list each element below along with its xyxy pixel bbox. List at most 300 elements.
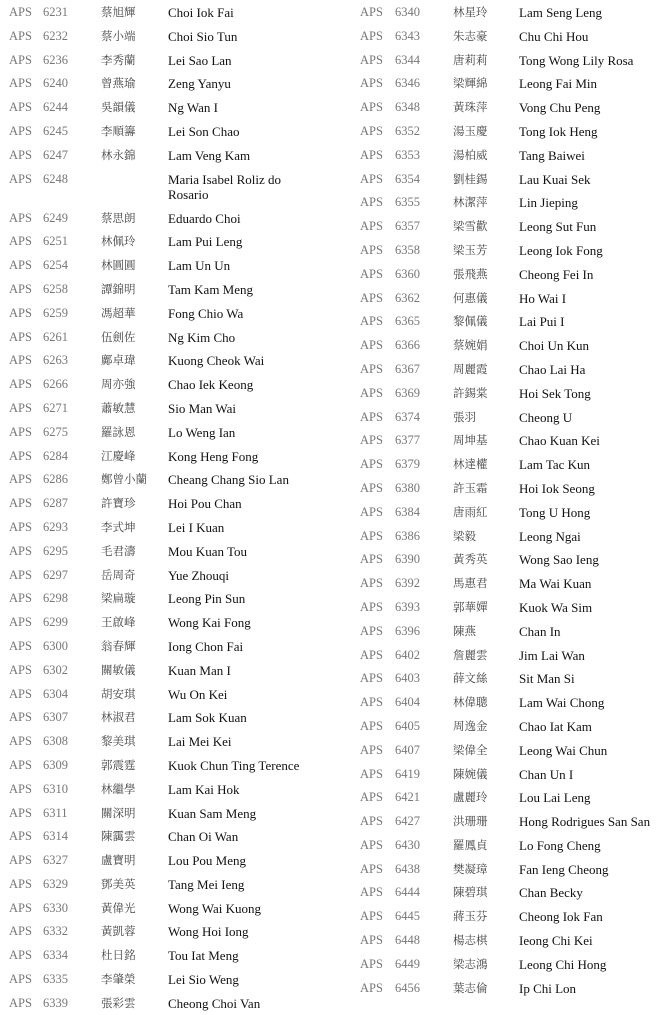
list-item [350, 738, 670, 762]
member-number: 6377 [395, 433, 420, 448]
member-number: 6236 [43, 52, 68, 67]
chinese-name: 毛君濤 [101, 543, 136, 558]
romanized-name: Chan Becky [519, 885, 583, 901]
romanized-name: Choi Sio Tun [168, 28, 238, 44]
romanized-name: Fan Ieng Cheong [519, 861, 609, 877]
list-item [0, 48, 345, 72]
romanized-name: Ng Wan I [168, 100, 218, 116]
chinese-name: 蔣玉芬 [453, 909, 488, 924]
list-item [0, 682, 345, 706]
aps-code: APS [360, 528, 383, 543]
romanized-name: Choi Iok Fai [168, 5, 234, 20]
aps-code: APS [9, 543, 32, 558]
aps-code: APS [9, 281, 32, 296]
chinese-name: 陳婉儀 [453, 766, 488, 781]
chinese-name: 關敏儀 [101, 662, 136, 677]
list-item [350, 48, 670, 72]
aps-code: APS [9, 171, 32, 186]
chinese-name: 翁春輝 [101, 638, 136, 653]
romanized-name: Ma Wai Kuan [519, 576, 592, 592]
chinese-name: 李秀蘭 [101, 52, 136, 67]
list-item [350, 500, 670, 524]
romanized-name: Lai Mei Kei [168, 734, 232, 750]
romanized-name: Lam Tac Kun [519, 457, 591, 473]
romanized-name: Lam Veng Kam [168, 147, 251, 163]
aps-code: APS [9, 76, 32, 91]
member-number: 6448 [395, 933, 420, 948]
romanized-name: Kong Heng Fong [168, 448, 259, 464]
chinese-name: 蔡思朗 [101, 210, 136, 225]
member-number: 6374 [395, 409, 420, 424]
list-item [350, 167, 670, 191]
aps-code: APS [9, 734, 32, 749]
chinese-name: 郭震霆 [101, 757, 136, 772]
list-item [350, 809, 670, 833]
member-number: 6380 [395, 480, 420, 495]
list-item [350, 714, 670, 738]
list-item [350, 143, 670, 167]
member-number: 6259 [43, 305, 68, 320]
list-item [350, 904, 670, 928]
list-item [350, 833, 670, 857]
romanized-name: Kuok Wa Sim [519, 599, 593, 615]
list-item [350, 571, 670, 595]
romanized-name: Leong Ngai [519, 528, 581, 544]
aps-code: APS [9, 100, 32, 115]
list-item [350, 95, 670, 119]
chinese-name: 周麗霞 [453, 361, 488, 376]
list-item [0, 206, 345, 230]
list-item [0, 396, 345, 420]
member-number: 6402 [395, 647, 420, 662]
member-number: 6419 [395, 766, 420, 781]
member-number: 6386 [395, 528, 420, 543]
romanized-name: Kuong Cheok Wai [168, 353, 265, 369]
aps-code: APS [9, 710, 32, 725]
romanized-name: Yue Zhouqi [168, 567, 230, 583]
list-item [0, 753, 345, 777]
member-number: 6287 [43, 496, 68, 511]
list-item [350, 952, 670, 976]
romanized-name: Cheong Fei In [519, 266, 594, 282]
chinese-name: 羅詠恩 [101, 424, 136, 439]
romanized-name: Tang Mei Ieng [168, 876, 245, 892]
chinese-name: 楊志棋 [453, 933, 488, 948]
chinese-name: 伍劍佐 [101, 329, 136, 344]
list-item [0, 705, 345, 729]
member-number: 6352 [395, 123, 420, 138]
list-item [350, 785, 670, 809]
chinese-name: 張彩雲 [101, 995, 136, 1010]
member-number: 6357 [395, 219, 420, 234]
member-number: 6271 [43, 400, 68, 415]
chinese-name: 蔡小端 [101, 28, 136, 43]
aps-code: APS [9, 472, 32, 487]
romanized-name: Leong Chi Hong [519, 956, 607, 972]
member-number: 6245 [43, 123, 68, 138]
list-item [0, 229, 345, 253]
romanized-name: Lam Kai Hok [168, 781, 240, 797]
aps-code: APS [9, 876, 32, 891]
aps-code: APS [360, 314, 383, 329]
member-number: 6247 [43, 147, 68, 162]
chinese-name: 周坤基 [453, 433, 488, 448]
member-number: 6286 [43, 472, 68, 487]
chinese-name: 杜日銘 [101, 948, 136, 963]
list-item [350, 309, 670, 333]
aps-code: APS [9, 353, 32, 368]
aps-code: APS [360, 576, 383, 591]
member-number: 6314 [43, 829, 68, 844]
romanized-name: Tong Wong Lily Rosa [519, 52, 634, 68]
chinese-name: 何惠儀 [453, 290, 488, 305]
romanized-name: Lin Jieping [519, 195, 578, 211]
chinese-name: 唐莉莉 [453, 52, 488, 67]
aps-code: APS [360, 980, 383, 995]
romanized-name: Hong Rodrigues San San [519, 814, 651, 830]
list-item [0, 491, 345, 515]
member-number: 6365 [395, 314, 420, 329]
list-item [350, 547, 670, 571]
list-item [0, 420, 345, 444]
member-number: 6300 [43, 638, 68, 653]
romanized-name: Maria Isabel Roliz do Rosario [168, 171, 281, 202]
member-number: 6348 [395, 100, 420, 115]
aps-code: APS [9, 853, 32, 868]
chinese-name: 黃偉光 [101, 900, 136, 915]
aps-code: APS [9, 924, 32, 939]
aps-code: APS [360, 242, 383, 257]
aps-code: APS [360, 885, 383, 900]
member-number: 6367 [395, 361, 420, 376]
aps-code: APS [360, 266, 383, 281]
aps-code: APS [9, 448, 32, 463]
list-item [0, 0, 345, 24]
member-number: 6358 [395, 242, 420, 257]
member-number: 6334 [43, 948, 68, 963]
list-item [350, 595, 670, 619]
chinese-name: 陳碧琪 [453, 885, 488, 900]
chinese-name: 黃凱蓉 [101, 924, 136, 939]
chinese-name: 林佩玲 [101, 234, 136, 249]
member-number: 6396 [395, 623, 420, 638]
aps-code: APS [9, 615, 32, 630]
list-item [350, 0, 670, 24]
member-number: 6299 [43, 615, 68, 630]
romanized-name: Wong Hoi Iong [168, 924, 249, 940]
list-item [350, 24, 670, 48]
aps-code: APS [360, 385, 383, 400]
aps-code: APS [9, 329, 32, 344]
aps-code: APS [360, 909, 383, 924]
list-item [0, 777, 345, 801]
member-number: 6244 [43, 100, 68, 115]
list-item [350, 119, 670, 143]
aps-code: APS [360, 695, 383, 710]
list-item [350, 976, 670, 1000]
list-item [0, 586, 345, 610]
list-item [350, 524, 670, 548]
aps-code: APS [360, 742, 383, 757]
aps-code: APS [360, 338, 383, 353]
list-item [350, 762, 670, 786]
chinese-name: 湯柏威 [453, 147, 488, 162]
member-number: 6310 [43, 781, 68, 796]
member-number: 6309 [43, 757, 68, 772]
chinese-name: 蔡婉娟 [453, 338, 488, 353]
aps-code: APS [9, 686, 32, 701]
chinese-name: 王啟峰 [101, 615, 136, 630]
aps-code: APS [360, 361, 383, 376]
chinese-name: 鄧美英 [101, 876, 136, 891]
aps-code: APS [360, 480, 383, 495]
romanized-name: Ieong Chi Kei [519, 933, 593, 949]
list-item [350, 452, 670, 476]
romanized-name: Lam Sok Kuan [168, 710, 247, 726]
romanized-name: Cheang Chang Sio Lan [168, 472, 289, 488]
chinese-name: 林淑君 [101, 710, 136, 725]
member-number: 6295 [43, 543, 68, 558]
member-number: 6353 [395, 147, 420, 162]
member-number: 6362 [395, 290, 420, 305]
aps-code: APS [9, 948, 32, 963]
member-number: 6384 [395, 504, 420, 519]
member-number: 6449 [395, 956, 420, 971]
list-item [0, 143, 345, 167]
member-number: 6240 [43, 76, 68, 91]
list-item [350, 428, 670, 452]
aps-code: APS [9, 400, 32, 415]
member-number: 6330 [43, 900, 68, 915]
romanized-name: Kuok Chun Ting Terence [168, 757, 300, 773]
aps-code: APS [360, 219, 383, 234]
chinese-name: 張羽 [453, 409, 476, 424]
romanized-name: Lei Sio Weng [168, 972, 239, 988]
romanized-name: Tong U Hong [519, 504, 591, 520]
chinese-name: 李順籌 [101, 123, 136, 138]
member-number: 6311 [43, 805, 68, 820]
chinese-name: 譚錦明 [101, 281, 136, 296]
aps-code: APS [9, 972, 32, 987]
list-item [350, 928, 670, 952]
aps-code: APS [360, 671, 383, 686]
aps-code: APS [9, 805, 32, 820]
aps-code: APS [9, 147, 32, 162]
romanized-name: Chao Iat Kam [519, 718, 592, 734]
romanized-name: Wu On Kei [168, 686, 228, 702]
list-item [0, 444, 345, 468]
chinese-name: 陳燕 [453, 623, 476, 638]
chinese-name: 關深明 [101, 805, 136, 820]
romanized-name: Lei Son Chao [168, 123, 240, 139]
list-item [350, 238, 670, 262]
aps-code: APS [360, 457, 383, 472]
member-number: 6232 [43, 28, 68, 43]
romanized-name: Leong Iok Fong [519, 242, 603, 258]
list-item [0, 610, 345, 634]
member-number: 6343 [395, 28, 420, 43]
list-item [350, 666, 670, 690]
aps-code: APS [360, 195, 383, 210]
romanized-name: Chao Iek Keong [168, 377, 254, 393]
list-item [0, 919, 345, 943]
chinese-name: 盧寶明 [101, 853, 136, 868]
chinese-name: 樊凝璋 [453, 861, 488, 876]
romanized-name: Wong Kai Fong [168, 615, 251, 631]
list-item [350, 619, 670, 643]
chinese-name: 林永錦 [101, 147, 136, 162]
chinese-name: 梁雪歡 [453, 219, 488, 234]
member-number: 6421 [395, 790, 420, 805]
chinese-name: 梁玉芳 [453, 242, 488, 257]
chinese-name: 蕭敏慧 [101, 400, 136, 415]
member-number: 6258 [43, 281, 68, 296]
romanized-name: Leong Pin Sun [168, 591, 246, 607]
aps-code: APS [360, 599, 383, 614]
aps-code: APS [360, 147, 383, 162]
chinese-name: 林繼學 [101, 781, 136, 796]
romanized-name: Mou Kuan Tou [168, 543, 248, 559]
list-item [350, 405, 670, 429]
aps-code: APS [9, 900, 32, 915]
member-number: 6263 [43, 353, 68, 368]
member-number: 6304 [43, 686, 68, 701]
aps-code: APS [9, 210, 32, 225]
chinese-name: 吳韻儀 [101, 100, 136, 115]
romanized-name: Zeng Yanyu [168, 76, 231, 92]
chinese-name: 林達權 [453, 457, 488, 472]
romanized-name: Eduardo Choi [168, 210, 241, 226]
chinese-name: 馬惠君 [453, 576, 488, 591]
romanized-name: Tou Iat Meng [168, 948, 239, 964]
aps-code: APS [360, 861, 383, 876]
aps-code: APS [9, 829, 32, 844]
chinese-name: 薛文絲 [453, 671, 488, 686]
member-number: 6339 [43, 995, 68, 1010]
aps-code: APS [360, 814, 383, 829]
aps-code: APS [9, 757, 32, 772]
aps-code: APS [360, 290, 383, 305]
member-number: 6266 [43, 377, 68, 392]
romanized-name: Jim Lai Wan [519, 647, 585, 663]
member-number: 6427 [395, 814, 420, 829]
aps-code: APS [9, 377, 32, 392]
member-number: 6298 [43, 591, 68, 606]
chinese-name: 黃秀英 [453, 552, 488, 567]
list-item [0, 301, 345, 325]
chinese-name: 梁毅 [453, 528, 476, 543]
aps-code: APS [9, 123, 32, 138]
romanized-name: Lai Pui I [519, 314, 565, 330]
member-number: 6248 [43, 171, 68, 186]
member-number: 6444 [395, 885, 420, 900]
aps-code: APS [360, 28, 383, 43]
chinese-name: 周逸金 [453, 718, 488, 733]
list-item [350, 476, 670, 500]
list-item [350, 643, 670, 667]
romanized-name: Tang Baiwei [519, 147, 585, 163]
list-item [0, 95, 345, 119]
list-item [0, 372, 345, 396]
romanized-name: Chan In [519, 623, 561, 639]
romanized-name: Chan Un I [519, 766, 574, 782]
member-number: 6445 [395, 909, 420, 924]
chinese-name: 李式坤 [101, 519, 136, 534]
chinese-name: 劉桂錫 [453, 171, 488, 186]
chinese-name: 黃珠萍 [453, 100, 488, 115]
romanized-name: Chu Chi Hou [519, 28, 589, 44]
romanized-name: Lou Lai Leng [519, 790, 591, 806]
chinese-name: 陳靄雲 [101, 829, 136, 844]
romanized-name: Wong Wai Kuong [168, 900, 261, 916]
aps-code: APS [360, 933, 383, 948]
list-item [350, 262, 670, 286]
list-item [0, 71, 345, 95]
list-item [0, 24, 345, 48]
romanized-name: Cheong Choi Van [168, 995, 261, 1011]
list-item [350, 190, 670, 214]
chinese-name: 林偉聰 [453, 695, 488, 710]
chinese-name: 鄭曾小蘭 [101, 472, 147, 487]
chinese-name: 周亦強 [101, 377, 136, 392]
aps-code: APS [9, 496, 32, 511]
list-item [0, 539, 345, 563]
chinese-name: 蔡旭輝 [101, 5, 136, 19]
list-item [0, 277, 345, 301]
aps-code: APS [360, 433, 383, 448]
chinese-name: 林星玲 [453, 5, 488, 19]
member-number: 6284 [43, 448, 68, 463]
member-number: 6249 [43, 210, 68, 225]
list-item [350, 690, 670, 714]
chinese-name: 梁扁璇 [101, 591, 136, 606]
chinese-name: 林圓圓 [101, 258, 136, 273]
romanized-name: Tong Iok Heng [519, 123, 598, 139]
member-number: 6407 [395, 742, 420, 757]
member-number: 6340 [395, 5, 420, 19]
chinese-name: 黎美琪 [101, 734, 136, 749]
list-item [0, 348, 345, 372]
member-number: 6307 [43, 710, 68, 725]
aps-code: APS [360, 552, 383, 567]
aps-code: APS [360, 790, 383, 805]
aps-code: APS [360, 956, 383, 971]
list-item [350, 71, 670, 95]
aps-code: APS [9, 781, 32, 796]
member-number: 6335 [43, 972, 68, 987]
romanized-name: Ng Kim Cho [168, 329, 236, 345]
chinese-name: 胡安琪 [101, 686, 136, 701]
aps-code: APS [360, 837, 383, 852]
romanized-name: Fong Chio Wa [168, 305, 244, 321]
member-number: 6404 [395, 695, 420, 710]
list-item [0, 848, 345, 872]
romanized-name: Lei Sao Lan [168, 52, 232, 68]
romanized-name: Hoi Sek Tong [519, 385, 591, 401]
romanized-name: Tam Kam Meng [168, 281, 254, 297]
chinese-name: 林潔萍 [453, 195, 488, 210]
aps-code: APS [9, 234, 32, 249]
romanized-name: Lei I Kuan [168, 519, 225, 535]
chinese-name: 梁志鴻 [453, 956, 488, 971]
member-number: 6369 [395, 385, 420, 400]
aps-code: APS [360, 766, 383, 781]
aps-code: APS [360, 504, 383, 519]
chinese-name: 盧麗玲 [453, 790, 488, 805]
aps-code: APS [9, 662, 32, 677]
romanized-name: Kuan Sam Meng [168, 805, 257, 821]
romanized-name: Leong Sut Fun [519, 219, 597, 235]
